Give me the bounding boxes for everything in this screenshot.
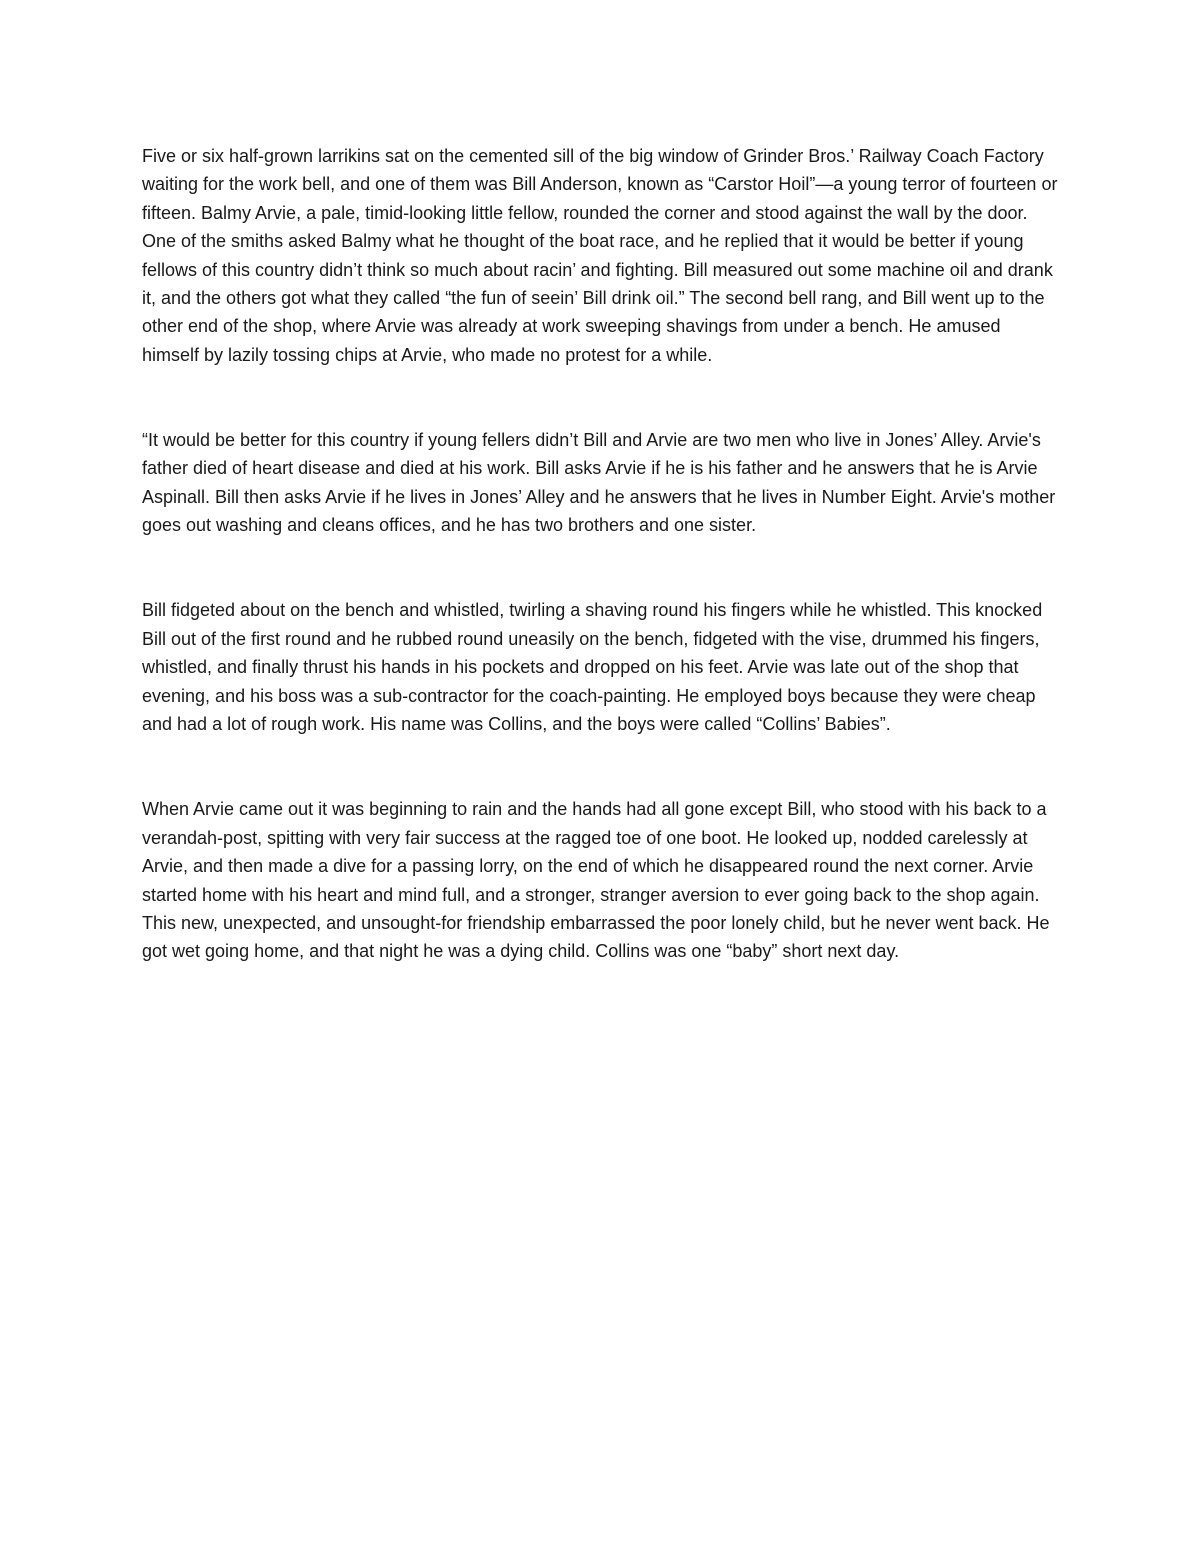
document-body xyxy=(142,142,1062,966)
paragraph-1: Five or six half-grown larrikins sat on the cemented sill of the big window of Grinder Bros.’ Railway Coach Factory waiting for the work bell, and one of them was Bill Anderson, known as “Carstor Hoil”—a young terror of fourteen or fifteen. Balmy Arvie, a pale, timid-looking little fellow, rounded the corner and stood against the wall by the door. One of the smiths asked Balmy what he thought of the boat race, and he replied that it would be better if young fellows of this country didn’t think so much about racin’ and fighting. Bill measured out some machine oil and drank it, and the others got what they called “the fun of seein’ Bill drink oil.” The second bell rang, and Bill went up to the other end of the shop, where Arvie was already at work sweeping shavings from under a bench. He amused himself by lazily tossing chips at Arvie, who made no protest for a while. xyxy=(142,146,1058,365)
paragraph-2: “It would be better for this country if young fellers didn’t Bill and Arvie are two men who live in Jones’ Alley. Arvie's father died of heart disease and died at his work. Bill asks Arvie if he is his father and he answers that he is Arvie Aspinall. Bill then asks Arvie if he lives in Jones’ Alley and he answers that he lives in Number Eight. Arvie's mother goes out washing and cleans offices, and he has two brothers and one sister. xyxy=(142,430,1056,536)
paragraph-3: Bill fidgeted about on the bench and whistled, twirling a shaving round his fingers while he whistled. This knocked Bill out of the first round and he rubbed round uneasily on the bench, fidgeted with the vise, drummed his fingers, whistled, and finally thrust his hands in his pockets and dropped on his feet. Arvie was late out of the shop that evening, and his boss was a sub-contractor for the coach-painting. He employed boys because they were cheap and had a lot of rough work. His name was Collins, and the boys were called “Collins’ Babies”. xyxy=(142,600,1043,735)
paragraph-4: When Arvie came out it was beginning to rain and the hands had all gone except Bill, who stood with his back to a verandah-post, spitting with very fair success at the ragged toe of one boot. He looked up, nodded carelessly at Arvie, and then made a dive for a passing lorry, on the end of which he disappeared round the next corner. Arvie started home with his heart and mind full, and a stronger, stranger aversion to ever going back to the shop again. This new, unexpected, and unsought-for friendship embarrassed the poor lonely child, but he never went back. He got wet going home, and that night he was a dying child. Collins was one “baby” short next day. xyxy=(142,799,1050,962)
